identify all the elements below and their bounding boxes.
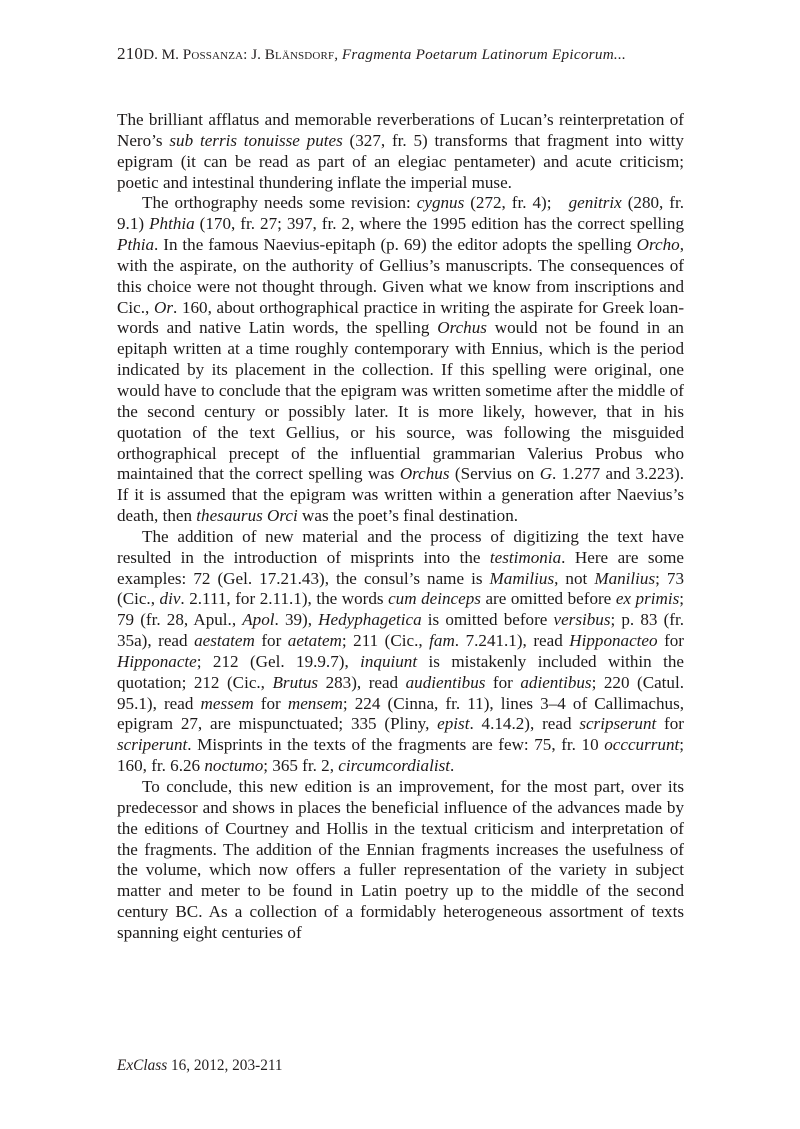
italic-run: circumcordialist bbox=[338, 756, 451, 776]
text-run: . 7.241.1), read bbox=[454, 631, 570, 651]
italic-run: adientibus bbox=[520, 672, 592, 692]
text-run: (170, fr. 27; 397, fr. 2, where the 1995 edition has the correct spelling bbox=[194, 214, 684, 234]
italic-run: occcurrunt bbox=[604, 735, 680, 755]
text-run: is omitted before bbox=[421, 610, 554, 630]
italic-run: scriperunt bbox=[117, 735, 188, 755]
italic-run: testimonia bbox=[489, 547, 562, 567]
italic-run: Hipponacteo bbox=[569, 631, 658, 651]
text-run: . 4.14.2), read bbox=[469, 714, 580, 734]
italic-run: cum deinceps bbox=[388, 589, 481, 609]
text-run: The addition of new material and the process of digitizing the text have resulted in the introduction of misprints into the bbox=[117, 526, 684, 567]
reviewer-initials: D. M. bbox=[143, 46, 183, 63]
italic-run: Hipponacte bbox=[117, 651, 197, 671]
colophon bbox=[117, 1056, 283, 1075]
italic-run: thesaurus Orci bbox=[196, 506, 298, 526]
italic-run: fam bbox=[429, 631, 455, 651]
running-head-comma: , bbox=[334, 46, 342, 63]
journal-name: ExClass bbox=[117, 1057, 168, 1074]
running-head-separator: : J. bbox=[243, 46, 265, 63]
text-run: , with the aspirate, on the authority of Gellius’s manuscripts. The consequences of this choice were not thought through. Given what we know from inscriptions and Cic., bbox=[117, 235, 684, 317]
italic-run: genitrix bbox=[568, 193, 622, 213]
text-run: To conclude, this new edition is an improvement, for the most part, over its predecessor and shows in places the beneficial influence of the advances made by the editions of Courtney and Hollis in the textual criticism and interpretation of the fragments. The addition of the Ennian fragments increases the usefulness of the volume, which now offers a fuller representation of the variety in subject matter and meter to be found in Latin poetry up to the middle of the second century BC. As a collection of a formidably heterogeneous assortment of texts spanning eight centuries of bbox=[117, 777, 684, 942]
italic-run: aetatem bbox=[287, 631, 342, 651]
italic-run: inquiunt bbox=[360, 651, 418, 671]
text-run: . 2.111, for 2.11.1), the words bbox=[180, 589, 389, 609]
italic-run: div bbox=[159, 589, 181, 609]
text-run: ; 220 (Catul. 95.1), read bbox=[117, 672, 685, 713]
text-run: . In the famous Naevius-epitaph (p. 69) the editor adopts the spelling bbox=[154, 235, 637, 255]
italic-run: Pthia bbox=[117, 235, 155, 255]
italic-run: Or bbox=[153, 297, 173, 317]
italic-run: audientibus bbox=[405, 672, 486, 692]
italic-run: versibus bbox=[553, 610, 611, 630]
italic-run: mensem bbox=[287, 693, 343, 713]
italic-run: Orcho bbox=[636, 235, 680, 255]
text-run: ; 365 fr. 2, bbox=[263, 756, 339, 776]
body-text bbox=[117, 110, 684, 944]
italic-run: Brutus bbox=[272, 672, 319, 692]
text-run: for bbox=[657, 631, 684, 651]
italic-run: Phthia bbox=[149, 214, 195, 234]
italic-run: epist bbox=[437, 714, 470, 734]
text-run: would not be found in an epitaph written at a time roughly contemporary with Ennius, which is the period indicated by its placement in the collection. If this spelling were original, one would have to conclude that the epigram was written sometime after the middle of the second century or possibly later. It is more likely, however, that in his quotation of the text Gellius, or his source, was following the misguided orthographical precept of the influential grammarian Valerius Probus who maintained that the correct spelling was bbox=[117, 318, 684, 484]
text-run: 283), read bbox=[318, 672, 406, 692]
text-run: for bbox=[656, 714, 684, 734]
reviewer-surname: Possanza bbox=[182, 46, 244, 63]
text-run: ; p. 83 (fr. 35a), read bbox=[117, 610, 684, 651]
italic-run: aestatem bbox=[194, 631, 255, 651]
text-run: . 1.277 and 3.223). If it is assumed that the epigram was written within a generation after Naevius’s death, then bbox=[117, 464, 684, 526]
italic-run: Orchus bbox=[437, 318, 487, 338]
para-1 bbox=[117, 110, 684, 193]
text-run: ; 211 (Cic., bbox=[341, 631, 430, 651]
text-run: (Servius on bbox=[449, 464, 540, 484]
italic-run: messem bbox=[200, 693, 254, 713]
italic-run: scripserunt bbox=[579, 714, 657, 734]
italic-run: Hedyphagetica bbox=[318, 610, 422, 630]
text-run: is mistakenly included within the quotation; 212 (Cic., bbox=[117, 651, 684, 692]
italic-run: sub terris tonuisse putes bbox=[169, 130, 343, 150]
text-run: . 39), bbox=[274, 610, 319, 630]
text-run: , not bbox=[554, 568, 595, 588]
text-run: (272, fr. 4); bbox=[464, 193, 569, 213]
text-run: (327, fr. 5) transforms that fragment into witty epigram (it can be read as part of an elegiac pentameter) and acute criticism; poetic and intestinal thundering inflate the imperial muse. bbox=[117, 130, 684, 192]
text-run: ; 79 (fr. 28, Apul., bbox=[117, 589, 684, 630]
italic-run: noctumo bbox=[204, 756, 264, 776]
italic-run: Manilius bbox=[594, 568, 656, 588]
text-run: for bbox=[253, 693, 288, 713]
running-head bbox=[117, 44, 684, 65]
page-number: 210 bbox=[117, 44, 144, 63]
para-4 bbox=[117, 777, 684, 944]
italic-run: Orchus bbox=[399, 464, 450, 484]
text-run: (280, fr. 9.1) bbox=[117, 193, 684, 234]
text-run: The orthography needs some revision: bbox=[142, 193, 417, 213]
text-run: The brilliant afflatus and memorable reverberations of Lucan’s reinterpretation of Nero’s bbox=[117, 110, 684, 150]
italic-run: ex primis bbox=[615, 589, 680, 609]
text-run: ; 224 (Cinna, fr. 11), lines 3–4 of Callimachus, epigram 27, are mispunctuated; 335 (Pliny, bbox=[117, 693, 684, 734]
text-run: ; 212 (Gel. 19.9.7), bbox=[196, 651, 361, 671]
italic-run: Mamilius bbox=[489, 568, 555, 588]
text-run: . Here are some examples: 72 (Gel. 17.21.43), the consul’s name is bbox=[117, 547, 684, 588]
italic-run: cygnus bbox=[416, 193, 465, 213]
italic-run: G bbox=[539, 464, 553, 484]
text-run: for bbox=[485, 672, 521, 692]
text-run: are omitted before bbox=[480, 589, 616, 609]
text-run: ; 73 (Cic., bbox=[117, 568, 684, 609]
work-title: Fragmenta Poetarum Latinorum Epicorum... bbox=[341, 46, 627, 63]
colophon-citation: 16, 2012, 203-211 bbox=[167, 1057, 283, 1074]
text-run: . 160, about orthographical practice in writing the aspirate for Greek loan-words and native Latin words, the spelling bbox=[117, 297, 685, 338]
italic-run: Apol bbox=[242, 610, 275, 630]
text-run: . bbox=[450, 756, 455, 776]
text-run: . Misprints in the texts of the fragments are few: 75, fr. 10 bbox=[187, 735, 605, 755]
text-run: was the poet’s final destination. bbox=[297, 506, 519, 526]
author-surname: Blänsdorf bbox=[264, 46, 335, 63]
text-run: for bbox=[254, 631, 288, 651]
para-3 bbox=[117, 527, 684, 777]
para-2 bbox=[117, 193, 684, 527]
text-run: ; 160, fr. 6.26 bbox=[117, 735, 684, 776]
